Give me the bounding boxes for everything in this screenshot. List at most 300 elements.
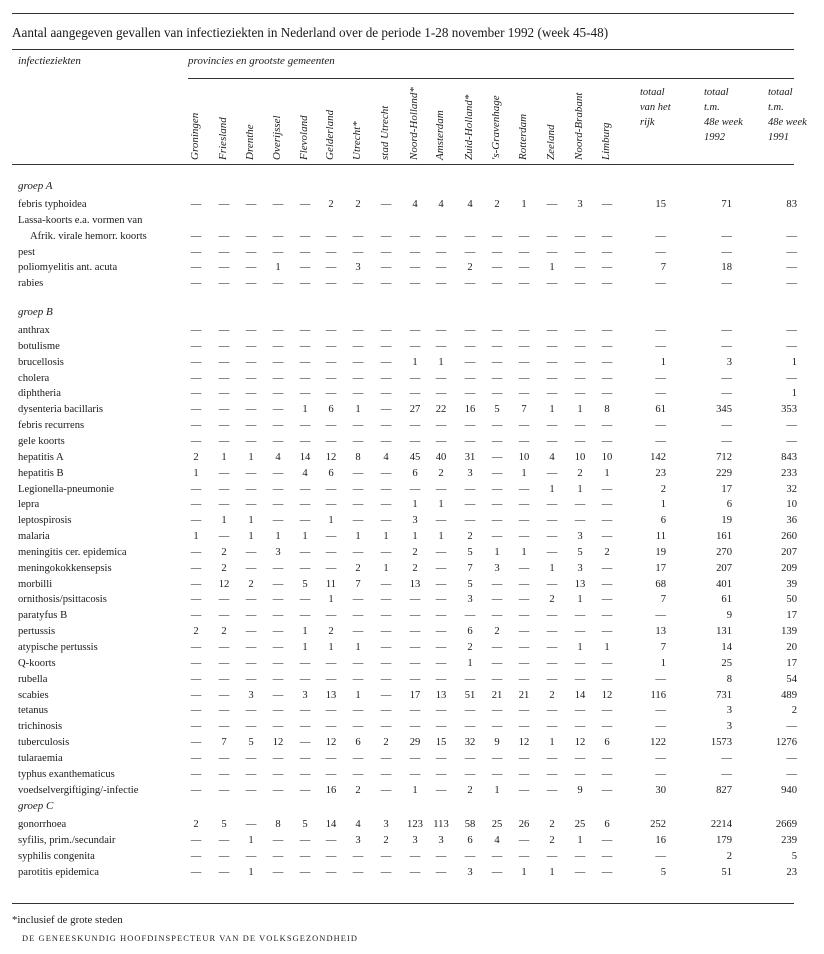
table-row	[0, 247, 800, 262]
table-cell: —	[491, 850, 503, 862]
table-cell: 1	[248, 834, 254, 846]
column-header-region: Noord-Holland*	[408, 87, 420, 160]
table-cell: 2	[412, 546, 418, 558]
table-cell: 3	[467, 866, 473, 878]
row-label: ornithosis/psittacosis	[18, 594, 107, 606]
table-cell: —	[218, 246, 230, 258]
total-cell: —	[721, 372, 732, 384]
total-cell: 30	[655, 784, 666, 796]
group-heading: groep B	[18, 306, 53, 318]
table-row	[0, 753, 800, 768]
table-cell: —	[272, 199, 284, 210]
table-cell: —	[218, 610, 230, 622]
total-cell: —	[655, 850, 666, 862]
total-cell: 1	[791, 356, 797, 368]
total-cell: 2	[660, 483, 666, 495]
table-cell: —	[491, 866, 503, 878]
table-cell: —	[272, 499, 284, 511]
table-cell: —	[245, 673, 257, 685]
table-cell: —	[245, 626, 257, 638]
table-cell: —	[518, 594, 530, 606]
table-cell: —	[352, 340, 364, 352]
table-cell: 1	[521, 199, 527, 210]
table-cell: 27	[409, 404, 421, 416]
table-cell: 29	[409, 737, 421, 749]
column-header-total-line: 1992	[704, 132, 725, 143]
table-cell: —	[299, 737, 311, 749]
total-cell: 3	[726, 721, 732, 733]
table-cell: —	[272, 578, 284, 590]
table-cell: —	[190, 834, 202, 846]
table-cell: 1	[549, 262, 555, 274]
table-cell: —	[601, 340, 613, 352]
table-cell: —	[299, 435, 311, 447]
table-cell: —	[601, 834, 613, 846]
table-cell: 4	[275, 451, 281, 463]
table-cell: —	[518, 752, 530, 764]
table-cell: —	[272, 626, 284, 638]
table-cell: —	[546, 721, 558, 733]
total-cell: —	[721, 246, 732, 258]
total-cell: 2	[726, 850, 732, 862]
row-label: tetanus	[18, 705, 49, 717]
table-cell: —	[245, 230, 257, 242]
total-cell: —	[786, 230, 797, 242]
table-cell: —	[272, 834, 284, 846]
table-cell: —	[380, 372, 392, 384]
table-cell: —	[190, 420, 202, 432]
table-cell: —	[601, 325, 613, 336]
table-cell: —	[245, 610, 257, 622]
table-cell: —	[435, 278, 447, 290]
total-cell: —	[655, 372, 666, 384]
table-cell: 21	[491, 689, 503, 701]
table-cell: —	[435, 340, 447, 352]
total-cell: 23	[786, 866, 797, 878]
table-cell: 1	[248, 866, 254, 878]
row-label: febris typhoidea	[18, 199, 87, 210]
table-row	[0, 658, 800, 673]
table-cell: 2	[412, 562, 418, 574]
total-cell: 345	[716, 404, 732, 416]
table-cell: —	[518, 834, 530, 846]
table-cell: —	[218, 866, 230, 878]
table-cell: —	[601, 866, 613, 878]
table-cell: 7	[355, 578, 361, 590]
table-cell: —	[546, 657, 558, 669]
row-label: pertussis	[18, 626, 56, 638]
table-cell: —	[518, 784, 530, 796]
table-cell: —	[409, 768, 421, 780]
table-cell: —	[435, 420, 447, 432]
table-cell: —	[574, 435, 586, 447]
table-cell: —	[245, 483, 257, 495]
table-cell: —	[546, 230, 558, 242]
table-cell: —	[601, 850, 613, 862]
table-cell: —	[272, 356, 284, 368]
table-cell: —	[574, 752, 586, 764]
total-cell: 233	[781, 467, 797, 479]
table-cell: 1	[438, 499, 444, 511]
table-cell: —	[190, 199, 202, 210]
table-cell: 3	[494, 562, 500, 574]
total-cell: —	[655, 435, 666, 447]
table-cell: —	[435, 325, 447, 336]
table-cell: 5	[248, 737, 254, 749]
table-cell: 1	[577, 594, 583, 606]
table-cell: —	[435, 705, 447, 717]
table-cell: —	[409, 642, 421, 653]
column-header-region: Amsterdam	[434, 110, 446, 160]
footnote: *inclusief de grote steden	[12, 914, 123, 926]
table-cell: —	[380, 673, 392, 685]
table-cell: —	[380, 420, 392, 432]
column-header-region: Gelderland	[324, 109, 336, 160]
table-cell: 22	[435, 404, 447, 416]
row-label: Afrik. virale hemorr. koorts	[30, 230, 147, 242]
table-cell: —	[464, 515, 476, 527]
table-cell: —	[518, 768, 530, 780]
table-cell: —	[546, 499, 558, 511]
table-cell: 3	[412, 834, 418, 846]
table-cell: —	[518, 246, 530, 258]
table-cell: 3	[248, 689, 254, 701]
table-cell: —	[299, 784, 311, 796]
table-cell: 1	[521, 546, 527, 558]
table-cell: —	[218, 467, 230, 479]
table-cell: —	[409, 594, 421, 606]
table-cell: 1	[549, 737, 555, 749]
table-cell: —	[464, 673, 476, 685]
table-cell: —	[601, 705, 613, 717]
table-row	[0, 563, 800, 578]
table-cell: 1	[355, 531, 361, 543]
total-cell: 71	[721, 199, 732, 210]
table-cell: 58	[464, 819, 476, 830]
table-cell: 12	[518, 737, 530, 749]
table-cell: 3	[577, 531, 583, 543]
table-cell: 8	[275, 819, 281, 830]
table-cell: —	[190, 246, 202, 258]
table-cell: —	[272, 230, 284, 242]
table-cell: —	[574, 515, 586, 527]
table-cell: —	[190, 578, 202, 590]
table-cell: —	[409, 325, 421, 336]
table-cell: 1	[328, 594, 334, 606]
table-cell: —	[601, 721, 613, 733]
table-cell: —	[491, 278, 503, 290]
table-cell: —	[218, 752, 230, 764]
table-cell: 1	[577, 404, 583, 416]
table-cell: 7	[467, 562, 473, 574]
table-row	[0, 626, 800, 641]
table-row	[0, 278, 800, 293]
table-cell: —	[299, 262, 311, 274]
total-cell: —	[786, 435, 797, 447]
table-cell: 7	[221, 737, 227, 749]
table-cell: —	[409, 435, 421, 447]
table-cell: 2	[193, 819, 199, 830]
table-cell: —	[245, 657, 257, 669]
table-cell: —	[601, 578, 613, 590]
table-cell: —	[546, 768, 558, 780]
table-row	[0, 531, 800, 546]
table-cell: —	[601, 657, 613, 669]
table-cell: —	[218, 420, 230, 432]
table-cell: —	[352, 420, 364, 432]
column-header-region: Flevoland	[298, 115, 310, 160]
table-cell: —	[518, 483, 530, 495]
table-cell: —	[409, 673, 421, 685]
table-cell: 13	[574, 578, 586, 590]
table-cell: —	[491, 435, 503, 447]
total-cell: 252	[650, 819, 666, 830]
table-cell: —	[574, 850, 586, 862]
table-cell: —	[299, 768, 311, 780]
total-cell: 122	[650, 737, 666, 749]
table-cell: 1	[494, 546, 500, 558]
table-cell: —	[272, 657, 284, 669]
table-cell: 21	[518, 689, 530, 701]
table-cell: —	[218, 673, 230, 685]
table-row	[0, 547, 800, 562]
table-cell: —	[218, 325, 230, 336]
total-cell: 17	[786, 657, 797, 669]
table-cell: —	[574, 420, 586, 432]
table-cell: 2	[549, 834, 555, 846]
table-cell: —	[518, 610, 530, 622]
table-cell: —	[574, 325, 586, 336]
table-cell: 1	[275, 262, 281, 274]
total-cell: 14	[721, 642, 732, 653]
table-cell: —	[380, 784, 392, 796]
table-cell: —	[435, 515, 447, 527]
table-cell: —	[380, 278, 392, 290]
table-cell: —	[352, 626, 364, 638]
total-cell: 11	[655, 531, 666, 543]
total-cell: —	[721, 752, 732, 764]
table-cell: —	[325, 562, 337, 574]
table-cell: 2	[355, 562, 361, 574]
total-cell: 1	[660, 356, 666, 368]
table-cell: —	[325, 420, 337, 432]
total-cell: 270	[716, 546, 732, 558]
total-cell: 20	[786, 642, 797, 653]
table-cell: —	[409, 752, 421, 764]
table-cell: —	[380, 467, 392, 479]
table-cell: —	[190, 483, 202, 495]
table-row	[0, 690, 800, 705]
table-cell: 5	[221, 819, 227, 830]
table-cell: —	[272, 642, 284, 653]
table-cell: —	[325, 834, 337, 846]
table-row	[0, 721, 800, 736]
table-cell: 5	[302, 578, 308, 590]
table-cell: 1	[383, 531, 389, 543]
table-cell: —	[190, 340, 202, 352]
total-cell: 32	[786, 483, 797, 495]
table-cell: 4	[302, 467, 308, 479]
table-row	[0, 579, 800, 594]
table-cell: —	[409, 278, 421, 290]
row-label: morbilli	[18, 578, 53, 590]
total-cell: 7	[660, 594, 666, 606]
table-cell: —	[190, 546, 202, 558]
table-cell: —	[518, 642, 530, 653]
total-cell: 161	[716, 531, 732, 543]
total-cell: 16	[655, 834, 666, 846]
table-cell: 4	[412, 199, 418, 210]
total-cell: —	[655, 278, 666, 290]
table-cell: —	[325, 483, 337, 495]
table-cell: —	[325, 866, 337, 878]
table-cell: —	[574, 866, 586, 878]
table-cell: —	[352, 372, 364, 384]
table-cell: —	[435, 562, 447, 574]
table-cell: —	[464, 721, 476, 733]
region-rule	[188, 78, 794, 79]
row-label: atypische pertussis	[18, 642, 98, 653]
table-cell: 12	[574, 737, 586, 749]
total-cell: —	[721, 325, 732, 336]
table-row	[0, 468, 800, 483]
table-cell: —	[574, 356, 586, 368]
table-cell: —	[352, 673, 364, 685]
total-cell: —	[721, 278, 732, 290]
table-cell: —	[325, 673, 337, 685]
table-cell: —	[464, 610, 476, 622]
table-cell: —	[491, 356, 503, 368]
table-cell: —	[325, 356, 337, 368]
row-label: scabies	[18, 689, 49, 701]
total-cell: 17	[786, 610, 797, 622]
table-cell: —	[601, 768, 613, 780]
table-cell: —	[272, 483, 284, 495]
table-cell: 6	[467, 626, 473, 638]
table-cell: —	[190, 515, 202, 527]
table-cell: —	[380, 388, 392, 400]
table-cell: 6	[355, 737, 361, 749]
total-cell: 260	[781, 531, 797, 543]
column-header-total-line: rijk	[640, 117, 655, 128]
table-cell: —	[299, 325, 311, 336]
table-row	[0, 769, 800, 784]
table-cell: —	[491, 340, 503, 352]
table-cell: 25	[491, 819, 503, 830]
table-cell: —	[435, 230, 447, 242]
table-cell: —	[218, 199, 230, 210]
table-cell: —	[299, 499, 311, 511]
table-cell: 1	[302, 626, 308, 638]
table-row	[0, 436, 800, 451]
table-cell: —	[299, 199, 311, 210]
table-cell: —	[245, 278, 257, 290]
table-cell: 5	[467, 546, 473, 558]
table-cell: —	[574, 499, 586, 511]
table-cell: —	[380, 499, 392, 511]
table-cell: —	[409, 483, 421, 495]
table-cell: —	[272, 768, 284, 780]
table-cell: —	[380, 657, 392, 669]
total-cell: —	[721, 435, 732, 447]
table-cell: —	[190, 737, 202, 749]
table-cell: —	[218, 657, 230, 669]
table-cell: 3	[467, 594, 473, 606]
total-cell: —	[655, 721, 666, 733]
table-cell: —	[601, 515, 613, 527]
table-cell: 12	[272, 737, 284, 749]
table-cell: —	[518, 721, 530, 733]
table-cell: —	[272, 784, 284, 796]
table-cell: —	[435, 372, 447, 384]
table-cell: —	[190, 784, 202, 796]
table-cell: 10	[601, 451, 613, 463]
table-cell: —	[272, 246, 284, 258]
total-cell: 827	[716, 784, 732, 796]
table-cell: —	[245, 340, 257, 352]
table-cell: —	[218, 372, 230, 384]
table-cell: —	[546, 467, 558, 479]
table-cell: —	[218, 834, 230, 846]
total-cell: 401	[716, 578, 732, 590]
column-header-total-line: totaal	[704, 87, 729, 98]
table-cell: —	[546, 246, 558, 258]
total-cell: —	[786, 420, 797, 432]
table-cell: —	[435, 546, 447, 558]
table-row	[0, 215, 800, 230]
table-cell: —	[546, 340, 558, 352]
total-cell: 61	[655, 404, 666, 416]
table-cell: —	[190, 562, 202, 574]
table-cell: —	[491, 451, 503, 463]
table-cell: —	[325, 721, 337, 733]
table-cell: —	[190, 372, 202, 384]
table-cell: 6	[467, 834, 473, 846]
row-label: gonorrhoea	[18, 819, 67, 830]
table-cell: —	[380, 594, 392, 606]
total-cell: —	[786, 372, 797, 384]
table-row	[0, 341, 800, 356]
table-row	[0, 325, 800, 340]
table-cell: —	[352, 610, 364, 622]
table-cell: —	[518, 230, 530, 242]
total-cell: —	[655, 420, 666, 432]
table-cell: —	[190, 721, 202, 733]
total-cell: 1573	[710, 737, 732, 749]
table-cell: 16	[464, 404, 476, 416]
table-cell: —	[325, 262, 337, 274]
table-cell: 1	[248, 451, 254, 463]
total-cell: —	[786, 721, 797, 733]
row-label: parotitis epidemica	[18, 866, 99, 878]
table-cell: 6	[604, 737, 610, 749]
table-cell: —	[272, 515, 284, 527]
table-row	[0, 404, 800, 419]
table-cell: —	[245, 752, 257, 764]
table-cell: —	[380, 199, 392, 210]
table-cell: —	[190, 657, 202, 669]
table-cell: 2	[467, 642, 473, 653]
total-cell: 6	[726, 499, 732, 511]
table-cell: —	[352, 721, 364, 733]
table-cell: —	[272, 404, 284, 416]
table-cell: 2	[328, 626, 334, 638]
table-cell: —	[409, 246, 421, 258]
table-cell: 9	[577, 784, 583, 796]
table-row	[0, 452, 800, 467]
table-cell: —	[464, 483, 476, 495]
total-cell: 17	[721, 483, 732, 495]
